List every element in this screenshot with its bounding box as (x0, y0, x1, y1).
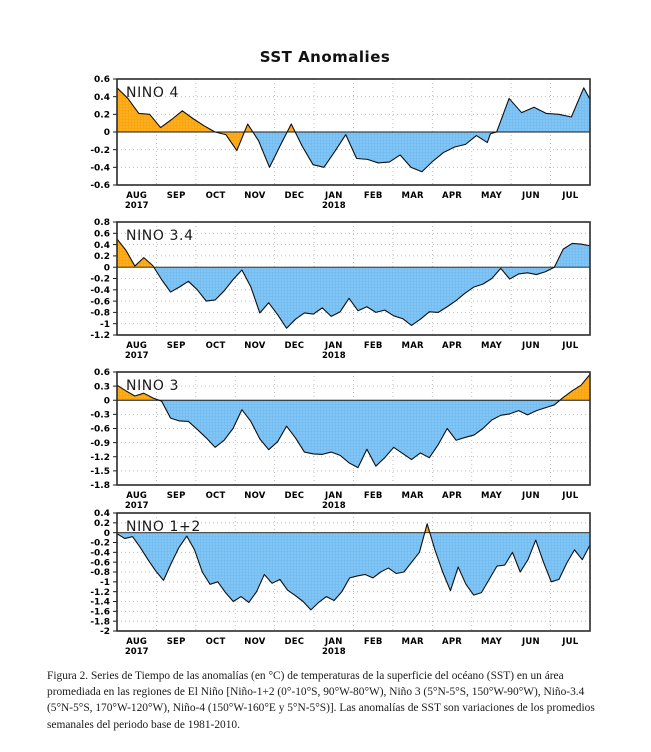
x-axis-year-label: 2017 (124, 201, 149, 211)
x-axis-year-label: 2018 (321, 647, 346, 657)
x-axis-month-label: JUN (521, 341, 540, 351)
x-axis-month-label: SEP (166, 191, 186, 201)
x-axis-month-label: JAN (325, 191, 343, 201)
y-axis-tick-label: -0.4 (90, 548, 110, 559)
x-axis-month-label: JUN (521, 637, 540, 647)
y-axis-tick-label: 0.4 (94, 240, 110, 251)
y-axis-tick-label: -0.4 (90, 163, 110, 174)
x-axis-month-label: MAR (401, 637, 424, 647)
x-axis-month-label: FEB (363, 191, 383, 201)
y-axis-tick-label: -1.8 (90, 617, 110, 628)
x-axis-month-label: AUG (126, 341, 148, 351)
x-axis-month-label: SEP (166, 491, 186, 501)
y-axis-tick-label: -0.2 (90, 145, 110, 156)
y-axis-tick-label: 0.6 (94, 368, 110, 379)
x-axis-month-label: DEC (284, 341, 305, 351)
y-axis-tick-label: -1.2 (90, 331, 110, 342)
x-axis-month-label: MAR (401, 341, 424, 351)
panel-title: NINO 4 (126, 85, 180, 101)
x-axis-month-label: NOV (244, 341, 266, 351)
x-axis-year-label: 2017 (124, 501, 149, 511)
x-axis-month-label: DEC (284, 191, 305, 201)
y-axis-tick-label: 0 (103, 263, 110, 274)
y-axis-tick-label: -0.6 (90, 558, 110, 569)
x-axis-month-label: MAY (480, 491, 502, 501)
y-axis-tick-label: -1.8 (90, 481, 110, 492)
y-axis-tick-label: 0 (103, 528, 110, 539)
y-axis-tick-label: 0.6 (94, 229, 110, 240)
y-axis-tick-label: -0.6 (90, 297, 110, 308)
x-axis-month-label: NOV (244, 491, 266, 501)
y-axis-tick-label: 0 (103, 396, 110, 407)
panel-title: NINO 3.4 (126, 228, 194, 244)
y-axis-tick-label: -0.2 (90, 538, 110, 549)
x-axis-month-label: FEB (363, 637, 383, 647)
y-axis-tick-label: -1.6 (90, 607, 110, 618)
y-axis-tick-label: 0.2 (94, 252, 110, 263)
x-axis-month-label: DEC (284, 491, 305, 501)
x-axis-year-label: 2018 (321, 501, 346, 511)
x-axis-month-label: APR (442, 341, 463, 351)
y-axis-tick-label: 0.4 (94, 92, 110, 103)
y-axis-tick-label: 0.4 (94, 509, 110, 520)
x-axis-month-label: MAR (401, 191, 424, 201)
y-axis-tick-label: -1.4 (90, 597, 110, 608)
x-axis-month-label: APR (442, 491, 463, 501)
y-axis-tick-label: 0.6 (94, 75, 110, 86)
x-axis-month-label: JUN (521, 491, 540, 501)
x-axis-year-label: 2018 (321, 201, 346, 211)
x-axis-month-label: SEP (166, 637, 186, 647)
figure-caption: Figura 2. Series de Tiempo de las anomalías (en °C) de temperaturas de la superficie del océano (SST) en un área promediada en las regiones de El Niño [Niño-1+2 (0°-10°S, 90°W-80°W), Niño 3 (5°N-5°S, 150°W-90°W), Niño-3.4 (5°N-5°S, 170°W-120°W), Niño-4 (150°W-160°E y 5°N-5°S)]. Las anomalías de SST son variaciones de los promedios semanales del periodo base de 1981-2010. (47, 670, 595, 731)
chart-panel-nino-1-2 (90, 509, 590, 657)
y-axis-tick-label: -0.6 (90, 181, 110, 192)
y-axis-tick-label: -0.8 (90, 568, 110, 579)
y-axis-tick-label: 0.2 (94, 110, 110, 121)
x-axis-month-label: OCT (205, 637, 226, 647)
x-axis-month-label: MAY (480, 341, 502, 351)
x-axis-month-label: MAY (480, 637, 502, 647)
y-axis-tick-label: -0.6 (90, 424, 110, 435)
x-axis-month-label: JUN (521, 191, 540, 201)
y-axis-tick-label: -0.3 (90, 410, 110, 421)
x-axis-month-label: APR (442, 637, 463, 647)
x-axis-year-label: 2017 (124, 351, 149, 361)
x-axis-month-label: OCT (205, 191, 226, 201)
y-axis-tick-label: 0.2 (94, 519, 110, 530)
y-axis-tick-label: -1.2 (90, 452, 110, 463)
x-axis-month-label: AUG (126, 191, 148, 201)
x-axis-month-label: JAN (325, 637, 343, 647)
y-axis-tick-label: -1 (100, 578, 110, 589)
y-axis-tick-label: -0.4 (90, 286, 110, 296)
x-axis-month-label: MAR (401, 491, 424, 501)
chart-panel-nino-3 (90, 368, 590, 511)
y-axis-tick-label: -0.8 (90, 308, 110, 319)
x-axis-month-label: FEB (363, 341, 383, 351)
chart-panel-nino-3-4 (90, 218, 590, 361)
x-axis-month-label: MAY (480, 191, 502, 201)
x-axis-month-label: DEC (284, 637, 305, 647)
y-axis-tick-label: -1.5 (90, 467, 110, 478)
x-axis-month-label: APR (442, 191, 463, 201)
chart-panel-nino-4 (90, 75, 590, 211)
panel-title: NINO 3 (126, 378, 180, 394)
x-axis-month-label: JUL (562, 491, 579, 501)
x-axis-year-label: 2017 (124, 647, 149, 657)
x-axis-month-label: OCT (205, 491, 226, 501)
x-axis-month-label: NOV (244, 637, 266, 647)
x-axis-month-label: AUG (126, 491, 148, 501)
x-axis-month-label: JUL (562, 637, 579, 647)
x-axis-month-label: AUG (126, 637, 148, 647)
x-axis-month-label: NOV (244, 191, 266, 201)
y-axis-tick-label: -0.2 (90, 274, 110, 285)
y-axis-tick-label: -1.2 (90, 587, 110, 598)
y-axis-tick-label: -0.9 (90, 438, 110, 449)
y-axis-tick-label: 0.3 (94, 382, 110, 393)
panel-title: NINO 1+2 (126, 519, 201, 535)
x-axis-month-label: SEP (166, 341, 186, 351)
x-axis-year-label: 2018 (321, 351, 346, 361)
x-axis-month-label: JAN (325, 341, 343, 351)
x-axis-month-label: JUL (562, 191, 579, 201)
y-axis-tick-label: 0 (103, 128, 110, 139)
y-axis-tick-label: -2 (100, 627, 110, 638)
x-axis-month-label: JAN (325, 491, 343, 501)
page-title: SST Anomalies (259, 48, 391, 66)
x-axis-month-label: OCT (205, 341, 226, 351)
y-axis-tick-label: -1 (100, 319, 110, 330)
x-axis-month-label: FEB (363, 491, 383, 501)
y-axis-tick-label: 0.8 (94, 218, 110, 229)
x-axis-month-label: JUL (562, 341, 579, 351)
